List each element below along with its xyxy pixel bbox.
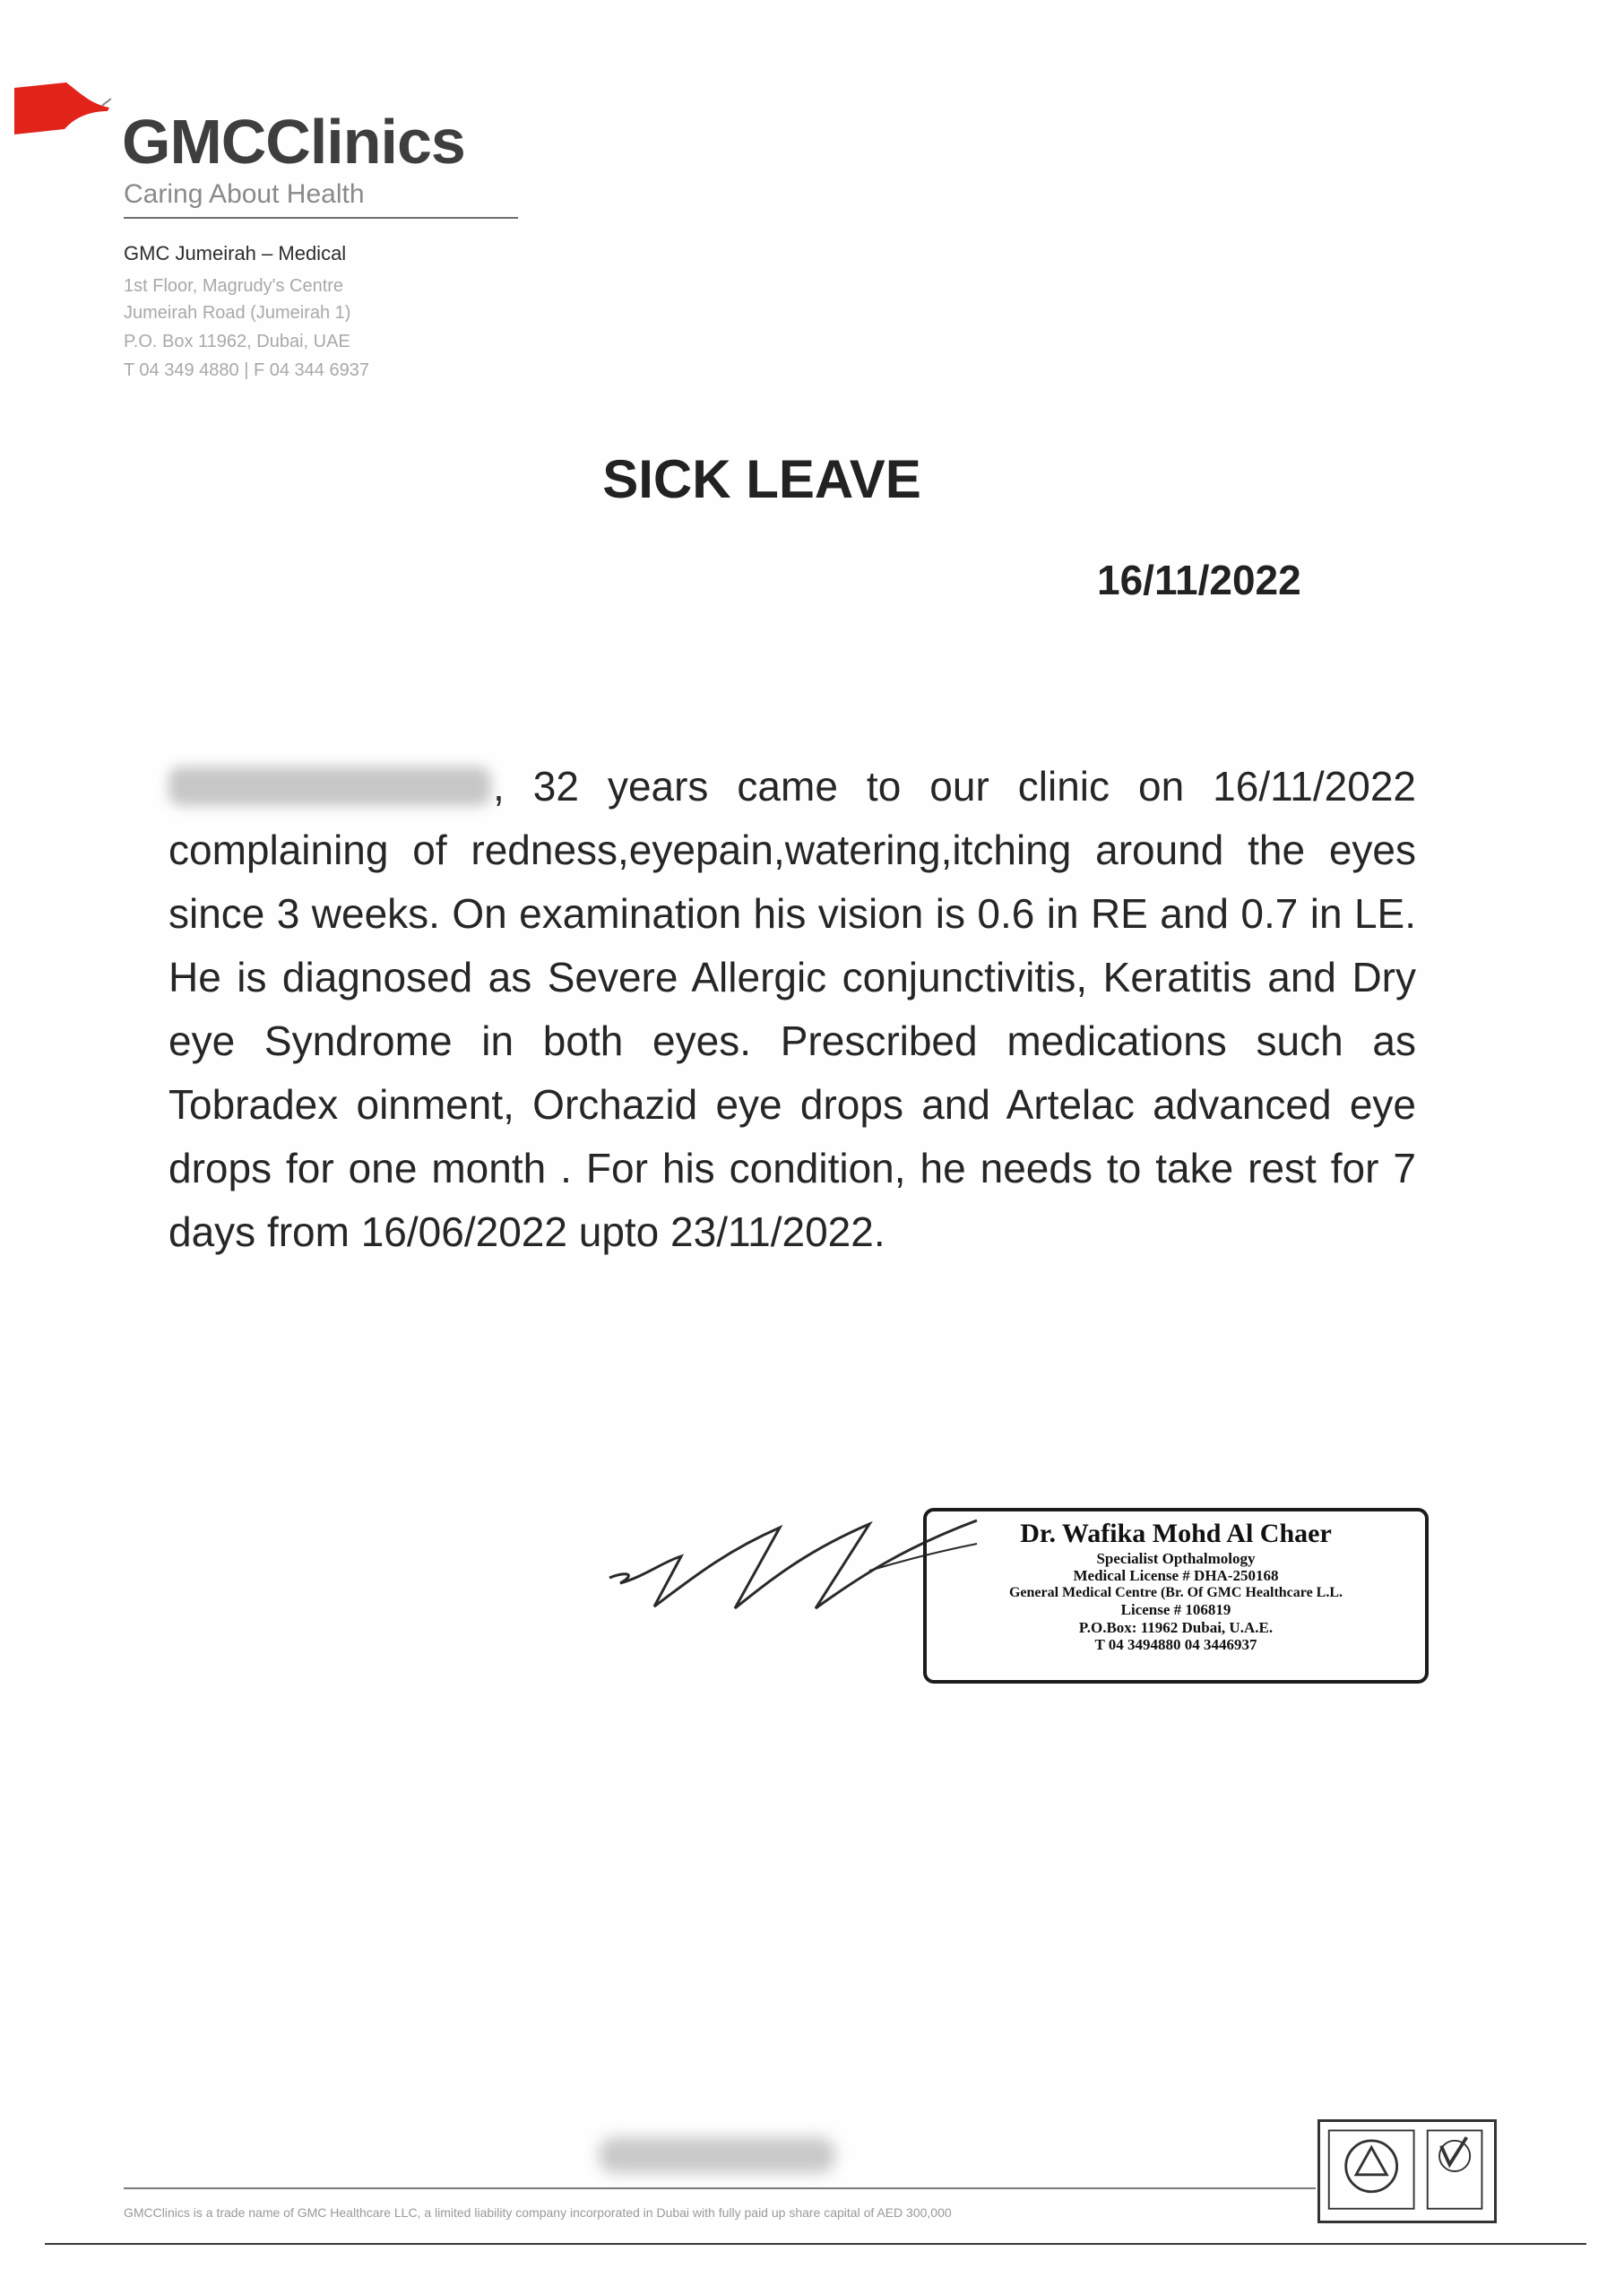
stamp-po-box: P.O.Box: 11962 Dubai, U.A.E.	[1078, 1618, 1274, 1636]
branch-name: GMC Jumeirah – Medical	[124, 242, 347, 264]
stamp-centre: General Medical Centre (Br. Of GMC Healthcare L.L.	[1008, 1584, 1343, 1600]
contact-line: T 04 349 4880 | F 04 344 6937	[124, 360, 369, 380]
brand-name: GMCClinics	[122, 107, 465, 177]
document-title: SICK LEAVE	[602, 449, 921, 509]
gmc-flag-logo-icon	[13, 79, 111, 149]
address-line: P.O. Box 11962, Dubai, UAE	[124, 332, 350, 351]
brand-tagline: Caring About Health	[124, 179, 365, 209]
footer-divider	[124, 2187, 1316, 2189]
doctor-stamp	[923, 1508, 1429, 1684]
stamp-phone: T 04 3494880 04 3446937	[1094, 1636, 1257, 1654]
redacted-patient-name	[168, 766, 491, 806]
body-paragraph: , 32 years came to our clinic on 16/11/2022 complaining of redness,eyepain,watering,itching around the eyes since 3 weeks. On examination his vision is 0.6 in RE and 0.7 in LE. He is diagnosed as Severe Allergic conjunctivitis, Keratitis and Dry eye Syndrome in both eyes. Prescribed medications such as Tobradex oinment, Orchazid eye drops and Artelac advanced eye drops for one month . For his condition, he needs to take rest for 7 days from 16/06/2022 upto 23/11/2022.	[168, 763, 1416, 1255]
redacted-footer-text	[599, 2137, 835, 2173]
header-divider	[124, 217, 518, 219]
stamp-license: Medical License # DHA-250168	[1073, 1567, 1279, 1585]
stamp-specialty: Specialist Opthalmology	[1096, 1549, 1256, 1567]
address-line: 1st Floor, Magrudy's Centre	[124, 276, 344, 296]
document-date: 16/11/2022	[1097, 557, 1301, 603]
sick-leave-body	[168, 755, 1416, 1264]
stamp-centre-license: License # 106819	[1120, 1600, 1231, 1618]
stamp-doctor-name: Dr. Wafika Mohd Al Chaer	[1020, 1519, 1332, 1548]
certification-seals-icon	[1317, 2119, 1497, 2223]
footer-legal-note: GMCClinics is a trade name of GMC Healthcare LLC, a limited liability company incorporated in Dubai with fully paid up share capital of AED 300,000	[124, 2205, 952, 2220]
page-bottom-rule	[45, 2243, 1586, 2245]
address-line: Jumeirah Road (Jumeirah 1)	[124, 303, 351, 323]
